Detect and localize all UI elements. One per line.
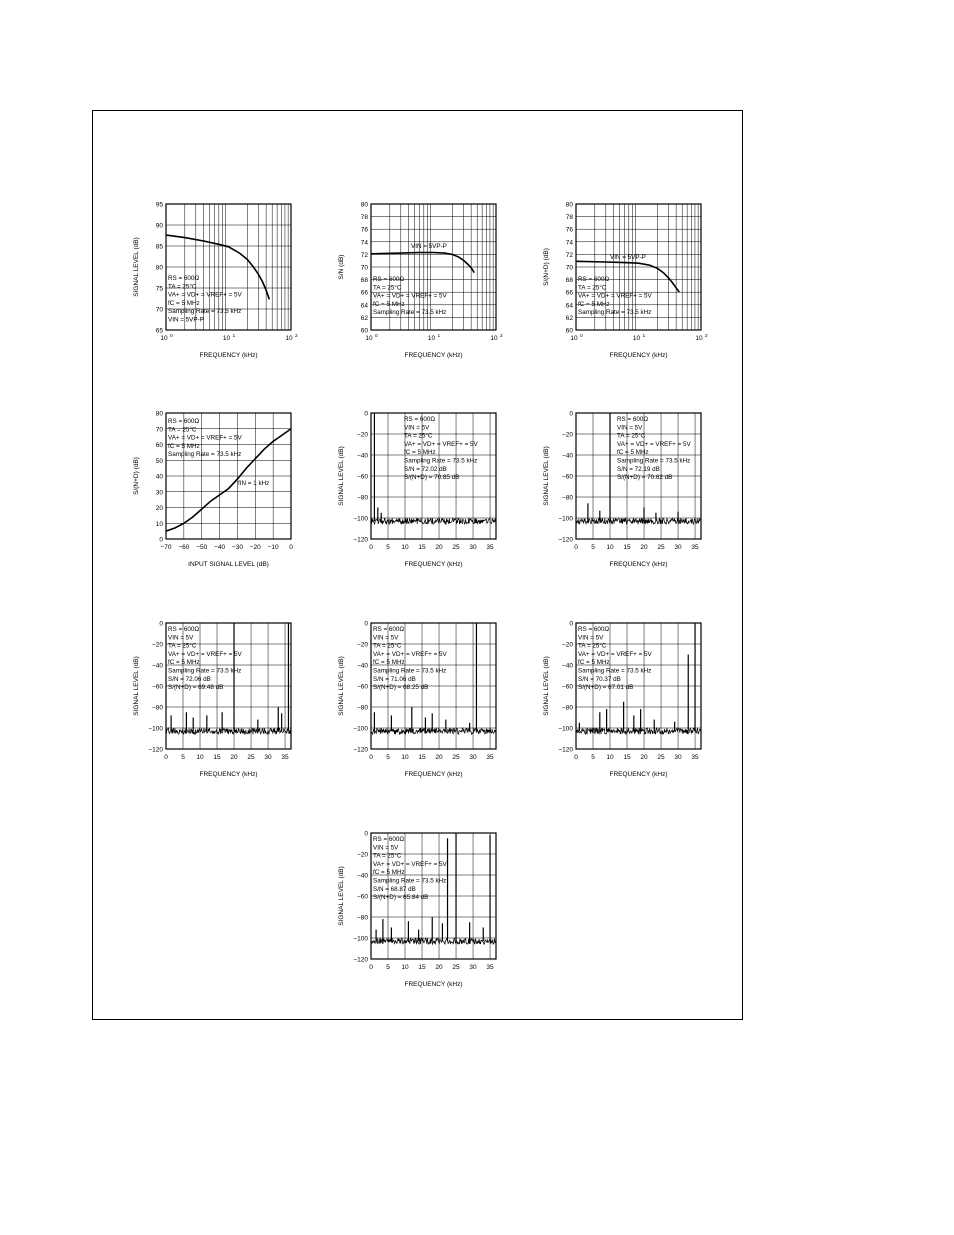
y-tick-label: −40 [356, 872, 368, 880]
y-tick-label: −120 [558, 746, 573, 754]
x-tick-label: 15 [418, 544, 426, 551]
y-tick-label: −80 [356, 704, 368, 712]
annotation-text: TA = 25°C [168, 642, 197, 650]
y-tick-label: 68 [360, 277, 368, 285]
y-tick-label: 60 [565, 327, 573, 335]
x-axis-label: FREQUENCY (kHz) [609, 771, 668, 778]
x-axis-label: FREQUENCY (kHz) [404, 352, 463, 359]
x-tick-label: 5 [386, 754, 390, 761]
x-tick-label: 10 [632, 335, 641, 342]
y-tick-label: −40 [356, 452, 368, 460]
y-tick-label: 0 [159, 536, 163, 544]
y-tick-label: 62 [360, 314, 368, 322]
y-tick-label: −120 [558, 536, 573, 544]
y-tick-label: −100 [353, 935, 368, 943]
x-tick-exponent: 2 [500, 334, 503, 339]
x-tick-label: 25 [452, 964, 460, 971]
y-tick-label: 70 [360, 264, 368, 272]
y-tick-label: −20 [561, 431, 573, 439]
annotation-text: VIN = 5V [404, 424, 430, 432]
noise-floor [166, 728, 291, 734]
x-tick-label: 30 [469, 964, 477, 971]
x-tick-label: 10 [365, 335, 373, 342]
x-tick-label: 25 [657, 754, 665, 761]
annotation-text: TA = 25°C [168, 283, 197, 291]
y-tick-label: −80 [151, 704, 163, 712]
y-tick-label: −60 [356, 473, 368, 481]
annotation-text: VIN = 5VP-P [168, 316, 204, 324]
annotation-text: S/(N+D) = 67.01 dB [578, 684, 634, 692]
annotation-text: Sampling Rate = 73.5 kHz [373, 667, 447, 675]
x-tick-label: 10 [606, 544, 614, 551]
annotation-text: fC = 5 MHz [373, 869, 405, 877]
x-tick-label: −50 [196, 544, 208, 551]
y-tick-label: 66 [565, 289, 573, 297]
y-tick-label: 76 [565, 226, 573, 234]
y-tick-label: −60 [561, 683, 573, 691]
x-tick-label: 10 [401, 754, 409, 761]
x-tick-label: 0 [164, 754, 168, 761]
x-tick-label: 35 [486, 544, 494, 551]
annotation-text: Sampling Rate = 73.5 kHz [404, 457, 478, 465]
y-tick-label: −100 [353, 725, 368, 733]
y-axis-label: S/(N+D) (dB) [133, 457, 140, 495]
annotation-text: fC = 5 MHz [617, 449, 649, 457]
annotation-text: fC = 5 MHz [578, 659, 610, 667]
y-axis-label: SIGNAL LEVEL (dB) [543, 446, 550, 506]
y-tick-label: −80 [356, 914, 368, 922]
annotation-text: S/(N+D) = 70.62 dB [617, 474, 673, 482]
annotation-text: RS = 600Ω [617, 416, 649, 423]
annotation-text: Sampling Rate = 73.5 kHz [578, 667, 652, 675]
x-tick-label: 15 [213, 754, 221, 761]
y-tick-label: 76 [360, 226, 368, 234]
y-tick-label: 74 [360, 239, 368, 247]
x-tick-label: 25 [657, 544, 665, 551]
annotation-text: RS = 600Ω [373, 836, 405, 843]
x-tick-label: −60 [178, 544, 190, 551]
x-tick-label: 0 [574, 544, 578, 551]
x-tick-label: 5 [591, 544, 595, 551]
y-tick-label: −40 [561, 452, 573, 460]
y-tick-label: 72 [565, 251, 573, 259]
x-tick-label: 0 [574, 754, 578, 761]
annotation-text: VIN = 5V [373, 634, 399, 642]
x-tick-label: −70 [160, 544, 172, 551]
annotation-text: fC = 5 MHz [404, 449, 436, 457]
annotation-text: RS = 600Ω [373, 276, 405, 283]
y-tick-label: 90 [155, 222, 163, 230]
x-tick-exponent: 2 [295, 334, 298, 339]
x-tick-label: 30 [469, 544, 477, 551]
annotation-text: VA+ = VD+ = VREF+ = 5V [168, 291, 242, 299]
annotation-text: VIN = 5V [617, 424, 643, 432]
x-axis-label: FREQUENCY (kHz) [404, 771, 463, 778]
x-tick-label: 10 [606, 754, 614, 761]
y-tick-label: 60 [155, 442, 163, 449]
y-tick-label: −20 [151, 641, 163, 649]
y-tick-label: 62 [565, 314, 573, 322]
y-tick-label: −120 [353, 536, 368, 544]
y-axis-label: SIGNAL LEVEL (dB) [133, 237, 140, 297]
x-tick-exponent: 2 [705, 334, 708, 339]
x-tick-label: 20 [230, 754, 238, 761]
y-tick-label: 80 [565, 201, 573, 209]
chart-7 [133, 621, 291, 779]
chart-5 [338, 411, 496, 569]
x-tick-label: 10 [401, 964, 409, 971]
y-tick-label: −120 [148, 746, 163, 754]
annotation-text: TA = 25°C [578, 284, 607, 292]
annotation-text: VIN = 5VP-P [411, 243, 447, 250]
noise-floor [371, 518, 496, 524]
annotation-text: VA+ = VD+ = VREF+ = 5V [168, 434, 242, 442]
y-tick-label: −20 [356, 431, 368, 439]
y-tick-label: 80 [155, 410, 163, 418]
y-tick-label: 0 [364, 620, 368, 628]
annotation-text: VA+ = VD+ = VREF+ = 5V [373, 292, 447, 300]
annotation-text: VIN = 5V [578, 634, 604, 642]
annotation-text: Sampling Rate = 73.5 kHz [168, 308, 242, 316]
annotation-text: RS = 600Ω [404, 416, 436, 423]
x-tick-label: 10 [285, 335, 293, 342]
y-tick-label: 75 [155, 285, 163, 293]
annotation-text: Sampling Rate = 73.5 kHz [373, 309, 447, 317]
x-tick-label: 15 [623, 544, 631, 551]
annotation-text: TA = 25°C [373, 852, 402, 860]
x-tick-label: 10 [490, 335, 498, 342]
annotation-text: fC = 5 MHz [168, 659, 200, 667]
x-tick-exponent: 0 [375, 334, 378, 339]
annotation-text: S/(N+D) = 70.85 dB [404, 474, 460, 482]
x-tick-label: 10 [160, 335, 168, 342]
annotation-text: VIN = 5V [168, 634, 194, 642]
y-tick-label: −120 [353, 746, 368, 754]
x-tick-label: 20 [435, 544, 443, 551]
y-axis-label: SIGNAL LEVEL (dB) [338, 866, 345, 926]
annotation-text: S/(N+D) = 68.25 dB [373, 684, 429, 692]
annotation-text: VA+ = VD+ = VREF+ = 5V [578, 292, 652, 300]
y-tick-label: 80 [155, 264, 163, 272]
y-tick-label: 0 [159, 620, 163, 628]
y-tick-label: −80 [561, 494, 573, 502]
y-tick-label: 60 [360, 327, 368, 335]
noise-floor [576, 728, 701, 734]
x-tick-label: 35 [691, 754, 699, 761]
x-tick-label: 5 [386, 544, 390, 551]
y-tick-label: 10 [155, 520, 163, 528]
chart-9 [543, 621, 701, 779]
x-tick-label: 25 [247, 754, 255, 761]
y-tick-label: 70 [565, 264, 573, 272]
noise-floor [576, 518, 701, 524]
annotation-text: Sampling Rate = 73.5 kHz [373, 877, 447, 885]
x-axis-label: FREQUENCY (kHz) [609, 561, 668, 568]
x-tick-exponent: 0 [170, 334, 173, 339]
x-tick-label: 35 [486, 964, 494, 971]
x-tick-label: −20 [249, 544, 261, 551]
y-axis-label: S/(N+D) (dB) [543, 248, 550, 286]
y-tick-label: −80 [561, 704, 573, 712]
annotation-text: RS = 600Ω [578, 276, 610, 283]
y-tick-label: 40 [155, 473, 163, 481]
y-tick-label: −100 [558, 725, 573, 733]
chart-10 [338, 831, 496, 989]
x-tick-label: 5 [591, 754, 595, 761]
series-line [371, 253, 474, 273]
x-tick-label: 10 [427, 335, 436, 342]
y-tick-label: −40 [151, 662, 163, 670]
x-axis-label: FREQUENCY (kHz) [609, 352, 668, 359]
x-tick-label: 5 [386, 964, 390, 971]
y-axis-label: S/N (dB) [338, 254, 345, 280]
annotation-text: fC = 5 MHz [578, 300, 610, 308]
x-tick-label: 20 [640, 544, 648, 551]
annotation-text: RS = 600Ω [168, 418, 200, 425]
chart-3 [543, 202, 708, 360]
annotation-text: VA+ = VD+ = VREF+ = 5V [578, 650, 652, 658]
x-tick-label: 20 [640, 754, 648, 761]
y-tick-label: 0 [364, 830, 368, 838]
annotation-text: RS = 600Ω [578, 626, 610, 633]
annotation-text: TA = 25°C [617, 432, 646, 440]
y-tick-label: 50 [155, 457, 163, 465]
y-tick-label: −100 [148, 725, 163, 733]
annotation-text: Sampling Rate = 73.5 kHz [168, 667, 242, 675]
chart-1 [133, 202, 298, 360]
y-tick-label: 64 [360, 302, 368, 310]
x-tick-label: 20 [435, 964, 443, 971]
x-tick-label: 25 [452, 544, 460, 551]
chart-6 [543, 411, 701, 569]
chart-2 [338, 202, 503, 360]
y-tick-label: −40 [356, 662, 368, 670]
x-tick-label: 30 [674, 544, 682, 551]
x-tick-exponent: 1 [642, 334, 646, 339]
x-axis-label: FREQUENCY (kHz) [404, 561, 463, 568]
y-tick-label: 80 [360, 201, 368, 209]
annotation-text: S/N = 72.06 dB [168, 675, 211, 683]
chart-8 [338, 621, 496, 779]
annotation-text: Sampling Rate = 73.5 kHz [617, 457, 691, 465]
x-tick-exponent: 0 [580, 334, 583, 339]
annotation-text: TA = 25°C [168, 426, 197, 434]
x-tick-label: 35 [486, 754, 494, 761]
x-tick-label: 0 [289, 544, 293, 551]
chart-4 [133, 411, 293, 569]
x-tick-label: 30 [264, 754, 272, 761]
y-tick-label: −20 [356, 851, 368, 859]
y-tick-label: 95 [155, 201, 163, 209]
y-tick-label: 68 [565, 277, 573, 285]
annotation-text: fC = 5 MHz [373, 300, 405, 308]
x-tick-label: −30 [231, 544, 243, 551]
noise-floor [371, 938, 496, 944]
x-tick-label: 10 [695, 335, 703, 342]
y-tick-label: −60 [356, 683, 368, 691]
y-axis-label: SIGNAL LEVEL (dB) [338, 656, 345, 716]
y-tick-label: −60 [151, 683, 163, 691]
y-tick-label: −40 [561, 662, 573, 670]
annotation-text: fIN = 1 kHz [238, 480, 270, 487]
x-tick-label: 35 [691, 544, 699, 551]
annotation-text: S/N = 68.87 dB [373, 885, 416, 893]
x-tick-label: 25 [452, 754, 460, 761]
annotation-text: TA = 25°C [404, 432, 433, 440]
annotation-text: S/N = 72.02 dB [404, 465, 447, 473]
y-axis-label: SIGNAL LEVEL (dB) [338, 446, 345, 506]
y-tick-label: 0 [364, 410, 368, 418]
annotation-text: fC = 5 MHz [168, 442, 200, 450]
y-tick-label: 72 [360, 251, 368, 259]
y-axis-label: SIGNAL LEVEL (dB) [133, 656, 140, 716]
x-tick-label: 0 [369, 964, 373, 971]
y-tick-label: 65 [155, 327, 163, 335]
y-tick-label: 70 [155, 306, 163, 314]
annotation-text: TA = 25°C [373, 284, 402, 292]
y-tick-label: 30 [155, 489, 163, 497]
noise-floor [371, 728, 496, 734]
y-tick-label: 70 [155, 426, 163, 434]
annotation-text: fC = 5 MHz [168, 299, 200, 307]
annotation-text: Sampling Rate = 73.5 kHz [578, 309, 652, 317]
annotation-text: fC = 5 MHz [373, 659, 405, 667]
x-tick-label: 30 [469, 754, 477, 761]
annotation-text: VA+ = VD+ = VREF+ = 5V [617, 440, 691, 448]
x-tick-label: 20 [435, 754, 443, 761]
y-tick-label: −20 [356, 641, 368, 649]
annotation-text: S/N = 72.19 dB [617, 465, 660, 473]
x-tick-label: 10 [570, 335, 578, 342]
annotation-text: VIN = 5V [373, 844, 399, 852]
y-tick-label: −120 [353, 956, 368, 964]
x-axis-label: FREQUENCY (kHz) [404, 981, 463, 988]
y-tick-label: −80 [356, 494, 368, 502]
annotation-text: S/N = 71.06 dB [373, 675, 416, 683]
x-axis-label: FREQUENCY (kHz) [199, 352, 258, 359]
annotation-text: TA = 25°C [373, 642, 402, 650]
annotation-text: S/(N+D) = 69.48 dB [168, 684, 224, 692]
y-tick-label: 78 [360, 214, 368, 222]
y-tick-label: 20 [155, 505, 163, 512]
annotation-text: S/N = 70.37 dB [578, 675, 621, 683]
annotation-text: S/(N+D) = 65.84 dB [373, 894, 429, 902]
y-tick-label: 0 [569, 410, 573, 418]
y-tick-label: −60 [356, 893, 368, 901]
y-tick-label: 78 [565, 214, 573, 222]
x-tick-label: 35 [281, 754, 289, 761]
x-axis-label: INPUT SIGNAL LEVEL (dB) [188, 561, 269, 568]
x-tick-label: −10 [267, 544, 279, 551]
x-tick-label: 0 [369, 754, 373, 761]
x-tick-exponent: 1 [232, 334, 236, 339]
annotation-text: RS = 600Ω [168, 275, 200, 282]
x-tick-label: 30 [674, 754, 682, 761]
annotation-text: Sampling Rate = 73.5 kHz [168, 451, 242, 459]
x-tick-label: 0 [369, 544, 373, 551]
y-tick-label: 64 [565, 302, 573, 310]
x-tick-label: 5 [181, 754, 185, 761]
annotation-text: VIN = 5VP-P [610, 254, 646, 261]
y-tick-label: 74 [565, 239, 573, 247]
x-tick-label: 10 [401, 544, 409, 551]
annotation-text: RS = 600Ω [168, 626, 200, 633]
y-tick-label: −100 [558, 515, 573, 523]
annotation-text: VA+ = VD+ = VREF+ = 5V [168, 650, 242, 658]
y-tick-label: −20 [561, 641, 573, 649]
x-tick-label: −40 [214, 544, 226, 551]
y-axis-label: SIGNAL LEVEL (dB) [543, 656, 550, 716]
annotation-text: VA+ = VD+ = VREF+ = 5V [404, 440, 478, 448]
x-tick-exponent: 1 [437, 334, 441, 339]
annotation-text: RS = 600Ω [373, 626, 405, 633]
x-tick-label: 10 [196, 754, 204, 761]
annotation-text: VA+ = VD+ = VREF+ = 5V [373, 650, 447, 658]
annotation-text: TA = 25°C [578, 642, 607, 650]
x-axis-label: FREQUENCY (kHz) [199, 771, 258, 778]
x-tick-label: 15 [418, 964, 426, 971]
annotation-text: VA+ = VD+ = VREF+ = 5V [373, 860, 447, 868]
y-tick-label: 66 [360, 289, 368, 297]
y-tick-label: −60 [561, 473, 573, 481]
x-tick-label: 10 [222, 335, 231, 342]
y-tick-label: 85 [155, 243, 163, 251]
y-tick-label: −100 [353, 515, 368, 523]
y-tick-label: 0 [569, 620, 573, 628]
x-tick-label: 15 [418, 754, 426, 761]
x-tick-label: 15 [623, 754, 631, 761]
